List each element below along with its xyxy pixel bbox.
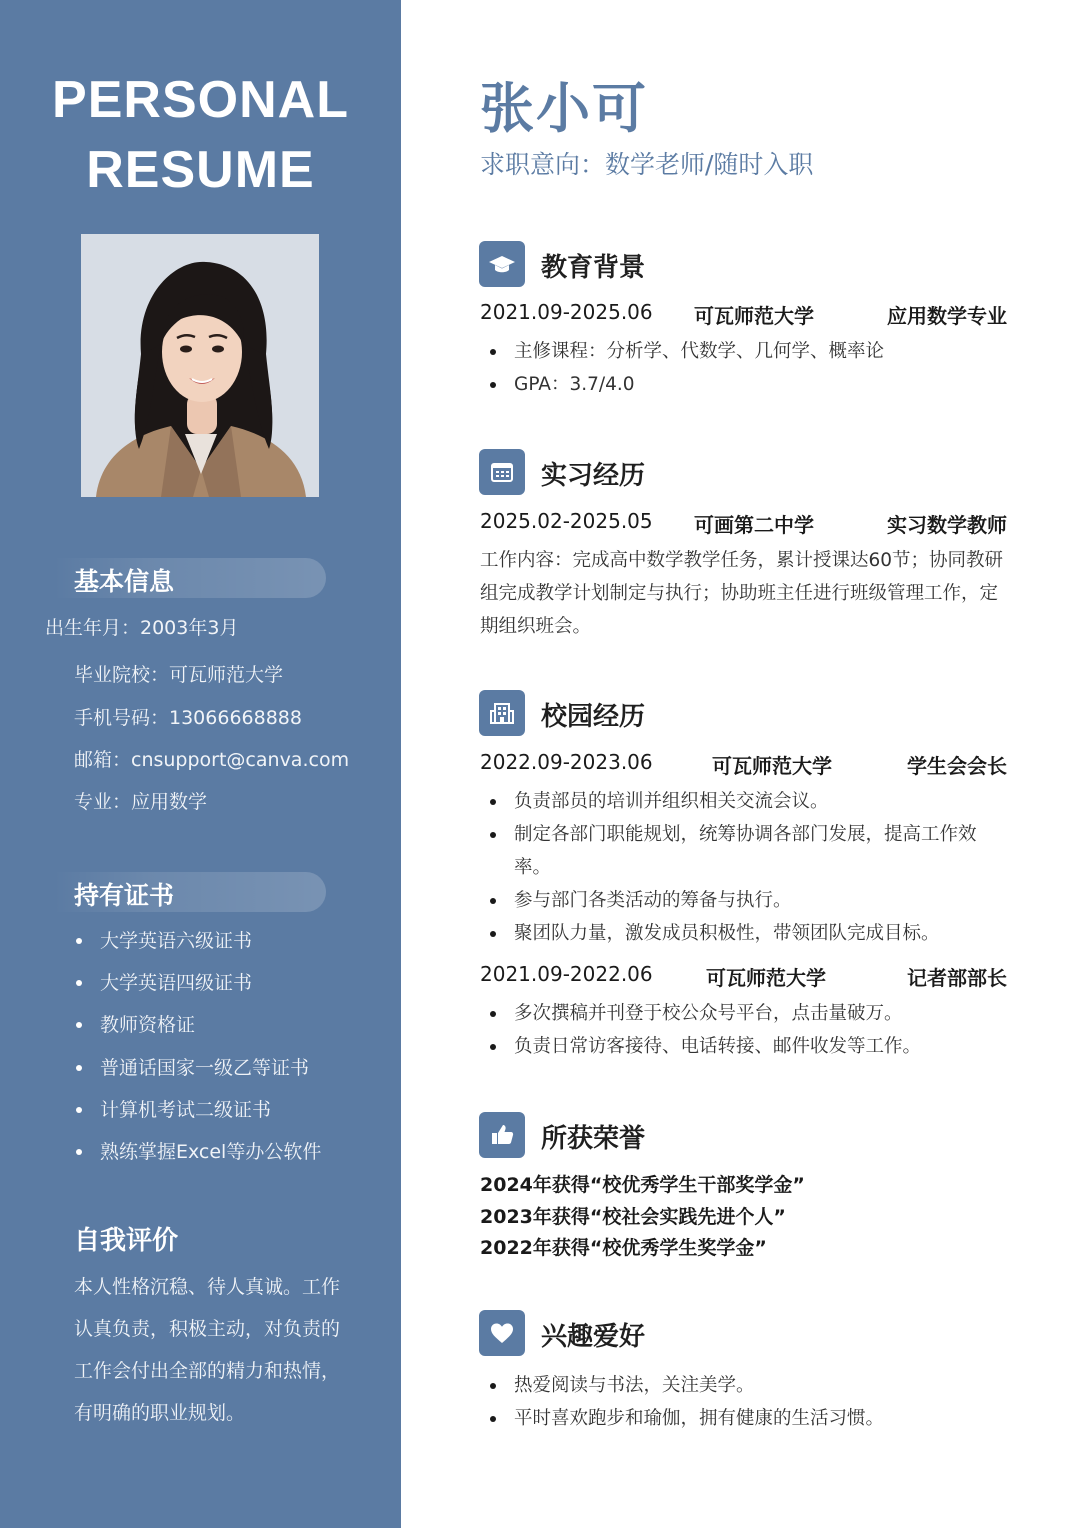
- internship-row: [480, 509, 1007, 539]
- self-eval-heading: 自我评价: [74, 1226, 179, 1256]
- list-item: 负责日常访客接待、电话转接、邮件收发等工作。: [488, 1030, 921, 1063]
- list-item: 多次撰稿并刊登于校公众号平台，点击量破万。: [488, 997, 921, 1030]
- list-item: 大学英语四级证书: [74, 970, 321, 1012]
- internship-role: 实习数学教师: [887, 513, 1007, 537]
- info-school: 毕业院校：可瓦师范大学: [74, 664, 284, 686]
- honors-title: 所获荣誉: [541, 1124, 646, 1154]
- education-major: 应用数学专业: [887, 304, 1007, 328]
- basic-info-heading-text: 基本信息: [74, 567, 175, 596]
- building-icon: [479, 690, 525, 736]
- info-major: 专业：应用数学: [74, 791, 208, 813]
- info-birth: 出生年月：2003年3月: [45, 617, 239, 639]
- campus-role-1: 学生会会长: [907, 754, 1007, 778]
- list-item: 负责部员的培训并组织相关交流会议。: [488, 785, 1010, 818]
- campus-org-1: 可瓦师范大学: [712, 754, 832, 778]
- list-item: 主修课程：分析学、代数学、几何学、概率论: [488, 335, 884, 368]
- resume-title-line2: RESUME: [86, 141, 315, 199]
- education-title: 教育背景: [541, 253, 646, 283]
- hobbies-bullets: [488, 1369, 884, 1435]
- info-phone: 手机号码：13066668888: [74, 707, 302, 729]
- campus-bullets-2: [488, 997, 921, 1063]
- list-item: 聚团队力量，激发成员积极性，带领团队完成目标。: [488, 917, 1010, 950]
- list-item: 计算机考试二级证书: [74, 1097, 321, 1139]
- internship-period: 2025.02-2025.05: [480, 509, 653, 533]
- list-item: 制定各部门职能规划，统筹协调各部门发展，提高工作效率。: [488, 818, 1010, 884]
- certificates-heading-text: 持有证书: [74, 881, 175, 910]
- internship-org: 可画第二中学: [694, 513, 814, 537]
- honor-item: 2022年获得“校优秀学生奖学金”: [480, 1237, 767, 1259]
- campus-period-2: 2021.09-2022.06: [480, 962, 653, 986]
- campus-org-2: 可瓦师范大学: [706, 966, 826, 990]
- internship-content: 工作内容：完成高中数学教学任务，累计授课达60节；协同教研组完成教学计划制定与执行；协助班主任进行班级管理工作，定期组织班会。: [480, 550, 1004, 637]
- list-item: 参与部门各类活动的筹备与执行。: [488, 884, 1010, 917]
- education-row: [480, 300, 1007, 330]
- list-item: 平时喜欢跑步和瑜伽，拥有健康的生活习惯。: [488, 1402, 884, 1435]
- education-bullets: [488, 335, 884, 401]
- list-item: 熟练掌握Excel等办公软件: [74, 1139, 321, 1181]
- education-period: 2021.09-2025.06: [480, 300, 653, 324]
- sidebar: [0, 0, 401, 1528]
- portrait-illustration: [81, 234, 319, 497]
- campus-title: 校园经历: [541, 702, 646, 732]
- resume-title-line1: PERSONAL: [52, 71, 349, 129]
- job-intent: 求职意向：数学老师/随时入职: [480, 150, 814, 179]
- certificates-list: [74, 928, 321, 1181]
- honor-item: 2024年获得“校优秀学生干部奖学金”: [480, 1174, 805, 1196]
- campus-bullets-1: [488, 785, 1010, 950]
- certificates-heading: [54, 872, 326, 912]
- list-item: 普通话国家一级乙等证书: [74, 1055, 321, 1097]
- basic-info-heading: [54, 558, 326, 598]
- campus-row-2: [480, 962, 1007, 992]
- info-email: 邮箱：cnsupport@canva.com: [74, 749, 350, 771]
- honor-item: 2023年获得“校社会实践先进个人”: [480, 1206, 786, 1228]
- candidate-name: 张小可: [480, 77, 648, 140]
- graduation-cap-icon: [479, 241, 525, 287]
- list-item: GPA：3.7/4.0: [488, 368, 884, 401]
- campus-role-2: 记者部部长: [907, 966, 1007, 990]
- self-eval-text: 本人性格沉稳、待人真诚。工作认真负责，积极主动，对负责的工作会付出全部的精力和热情，有明确的职业规划。: [74, 1276, 341, 1424]
- campus-row-1: [480, 750, 1007, 780]
- education-school: 可瓦师范大学: [694, 304, 814, 328]
- list-item: 教师资格证: [74, 1012, 321, 1054]
- heart-icon: [479, 1310, 525, 1356]
- campus-period-1: 2022.09-2023.06: [480, 750, 653, 774]
- thumbs-up-icon: [479, 1112, 525, 1158]
- calendar-icon: [479, 449, 525, 495]
- list-item: 大学英语六级证书: [74, 928, 321, 970]
- internship-title: 实习经历: [541, 461, 646, 491]
- hobbies-title: 兴趣爱好: [541, 1322, 646, 1352]
- list-item: 热爱阅读与书法，关注美学。: [488, 1369, 884, 1402]
- profile-photo: [81, 234, 319, 497]
